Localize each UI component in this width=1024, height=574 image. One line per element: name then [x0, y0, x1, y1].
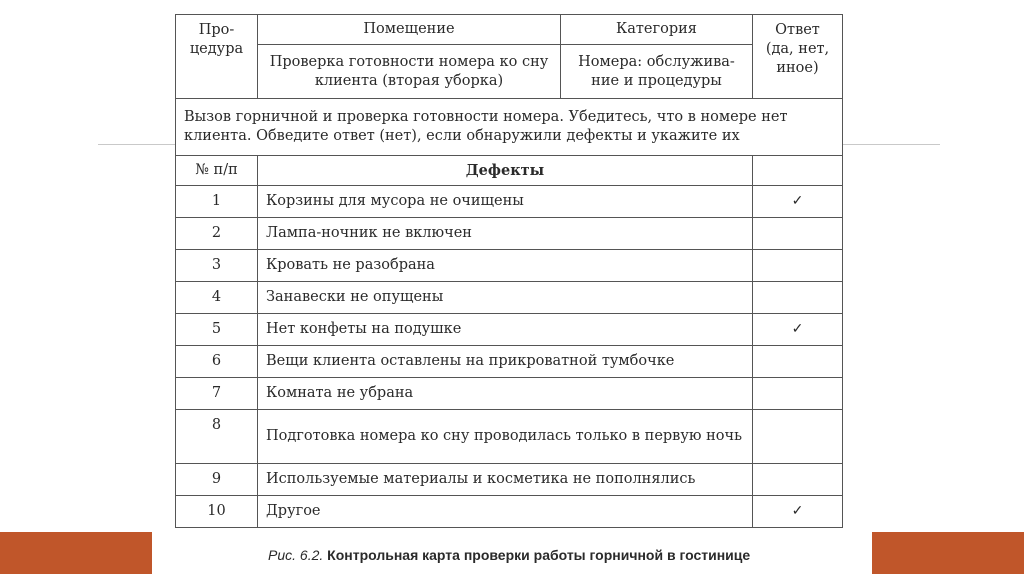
table-row — [176, 282, 843, 314]
row-defect: Вещи клиента оставлены на прикроватной тумбочке — [258, 346, 753, 378]
defects-column-header: Дефекты — [258, 156, 753, 186]
table-row — [176, 314, 843, 346]
table-row — [176, 218, 843, 250]
row-defect: Лампа-ночник не включен — [258, 218, 753, 250]
row-number: 5 — [176, 314, 258, 346]
row-answer-check — [753, 346, 843, 378]
row-answer-check — [753, 282, 843, 314]
right-accent-bar — [872, 532, 1024, 574]
row-defect: Подготовка номера ко сну проводилась только в первую ночь — [258, 410, 753, 464]
row-defect: Кровать не разобрана — [258, 250, 753, 282]
row-answer-check — [753, 218, 843, 250]
room-value: Проверка готовности номера ко сну клиента (вторая уборка) — [258, 45, 561, 99]
number-column-header: № п/п — [176, 156, 258, 186]
table-row — [176, 496, 843, 528]
row-answer-check — [753, 464, 843, 496]
room-header: Помещение — [258, 15, 561, 45]
category-header: Категория — [561, 15, 753, 45]
table-row — [176, 186, 843, 218]
row-number: 7 — [176, 378, 258, 410]
row-defect: Используемые материалы и косметика не пополнялись — [258, 464, 753, 496]
procedure-header: Про-цедура — [176, 15, 258, 99]
row-number: 1 — [176, 186, 258, 218]
table-row — [176, 346, 843, 378]
instruction-text: Вызов горничной и проверка готовности номера. Убедитесь, что в номере нет клиента. Обведите ответ (нет), если обнаружили дефекты и укажите их — [176, 99, 843, 156]
row-answer-check — [753, 410, 843, 464]
answer-header: Ответ (да, нет, иное) — [753, 15, 843, 99]
row-answer-check: ✓ — [753, 186, 843, 218]
category-value: Номера: обслужива-ние и процедуры — [561, 45, 753, 99]
row-defect: Корзины для мусора не очищены — [258, 186, 753, 218]
row-answer-check — [753, 250, 843, 282]
answer-column-header-empty — [753, 156, 843, 186]
row-number: 10 — [176, 496, 258, 528]
row-defect: Комната не убрана — [258, 378, 753, 410]
row-answer-check — [753, 378, 843, 410]
row-number: 2 — [176, 218, 258, 250]
left-accent-bar — [0, 532, 152, 574]
table-row — [176, 464, 843, 496]
row-defect: Нет конфеты на подушке — [258, 314, 753, 346]
row-number: 8 — [176, 410, 258, 464]
checklist-table — [175, 14, 843, 528]
row-defect: Занавески не опущены — [258, 282, 753, 314]
row-number: 6 — [176, 346, 258, 378]
row-number: 9 — [176, 464, 258, 496]
caption-figure-number: Рис. 6.2. — [268, 547, 324, 563]
table-row — [176, 378, 843, 410]
table-row — [176, 250, 843, 282]
row-number: 3 — [176, 250, 258, 282]
row-number: 4 — [176, 282, 258, 314]
table-row — [176, 410, 843, 464]
right-divider-line — [842, 144, 940, 145]
row-defect: Другое — [258, 496, 753, 528]
caption-text: Контрольная карта проверки работы горничной в гостинице — [327, 547, 751, 563]
row-answer-check: ✓ — [753, 496, 843, 528]
left-divider-line — [98, 144, 176, 145]
figure-caption — [268, 547, 828, 563]
row-answer-check: ✓ — [753, 314, 843, 346]
